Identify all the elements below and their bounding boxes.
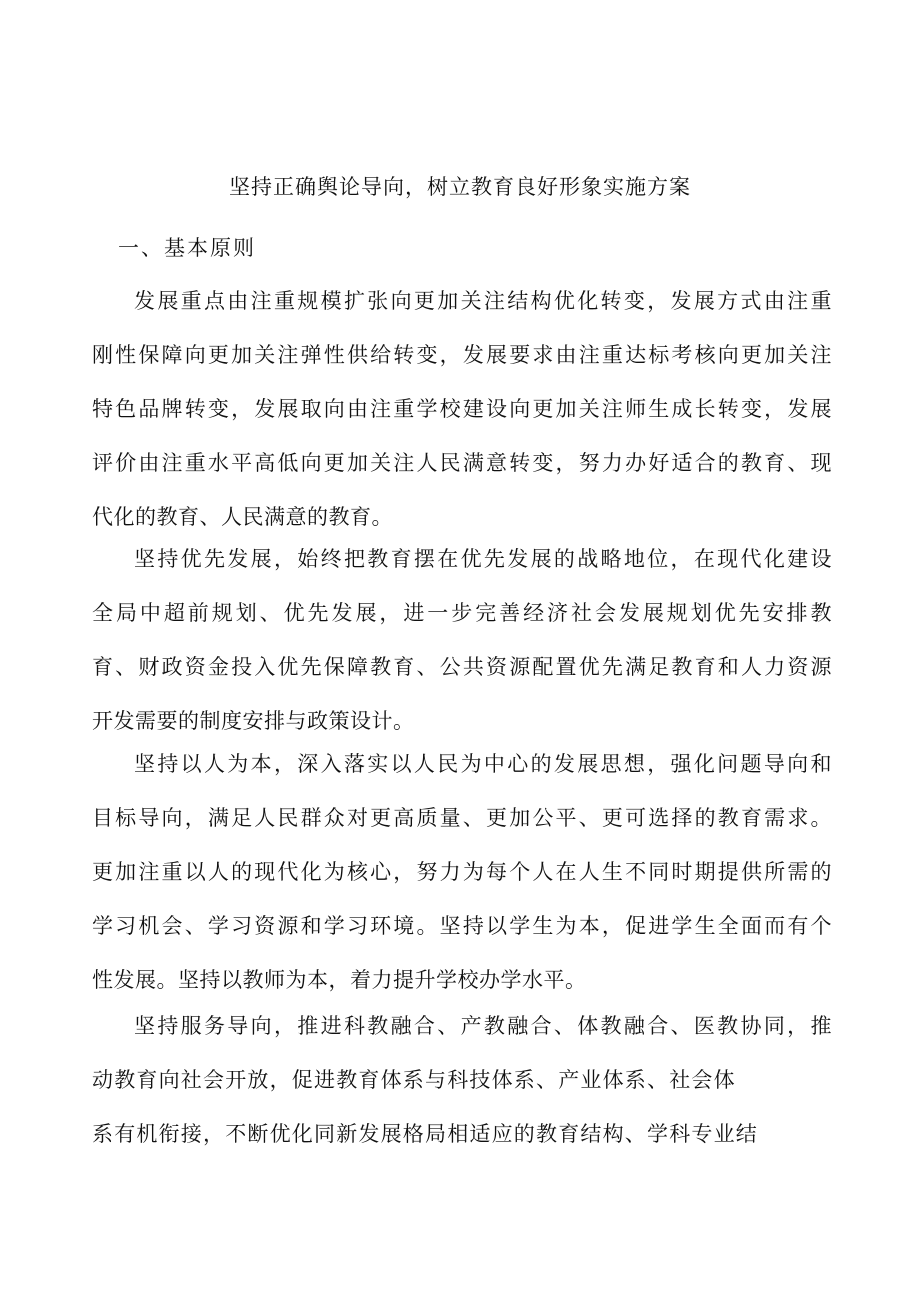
paragraph-development-focus xyxy=(92,284,832,554)
paragraph-line: 特色品牌转变，发展取向由注重学校建设向更加关注师生成长转变，发展 xyxy=(92,397,832,421)
paragraph-line: 发展重点由注重规模扩张向更加关注结构优化转变，发展方式由注重 xyxy=(134,289,832,313)
paragraph-line: 性发展。坚持以教师为本，着力提升学校办学水平。 xyxy=(92,968,587,992)
paragraph-line: 育、财政资金投入优先保障教育、公共资源配置优先满足教育和人力资源 xyxy=(92,655,832,679)
section-heading: 一、基本原则 xyxy=(118,236,256,260)
paragraph-line: 更加注重以人的现代化为核心，努力为每个人在人生不同时期提供所需的 xyxy=(92,860,832,884)
paragraph-line: 全局中超前规划、优先发展，进一步完善经济社会发展规划优先安排教 xyxy=(92,601,832,625)
paragraph-line: 坚持服务导向，推进科教融合、产教融合、体教融合、医教协同，推 xyxy=(134,1014,832,1038)
paragraph-line: 学习机会、学习资源和学习环境。坚持以学生为本，促进学生全面而有个 xyxy=(92,914,832,938)
paragraph-line: 开发需要的制度安排与政策设计。 xyxy=(92,709,415,733)
paragraph-priority-development xyxy=(92,542,832,758)
paragraph-line: 系有机衔接，不断优化同新发展格局相适应的教育结构、学科专业结 xyxy=(92,1122,758,1146)
paragraph-people-oriented xyxy=(92,747,832,1017)
paragraph-line: 坚持以人为本，深入落实以人民为中心的发展思想，强化问题导向和 xyxy=(134,752,832,776)
paragraph-line: 代化的教育、人民满意的教育。 xyxy=(92,505,393,529)
paragraph-line: 动教育向社会开放，促进教育体系与科技体系、产业体系、社会体 xyxy=(92,1068,736,1092)
document-title: 坚持正确舆论导向，树立教育良好形象实施方案 xyxy=(229,175,691,199)
paragraph-line: 坚持优先发展，始终把教育摆在优先发展的战略地位，在现代化建设 xyxy=(134,547,832,571)
paragraph-service-oriented xyxy=(92,1009,832,1171)
paragraph-line: 目标导向，满足人民群众对更高质量、更加公平、更可选择的教育需求。 xyxy=(92,806,832,830)
paragraph-line: 评价由注重水平高低向更加关注人民满意转变，努力办好适合的教育、现 xyxy=(92,451,832,475)
paragraph-line: 刚性保障向更加关注弹性供给转变，发展要求由注重达标考核向更加关注 xyxy=(92,343,832,367)
